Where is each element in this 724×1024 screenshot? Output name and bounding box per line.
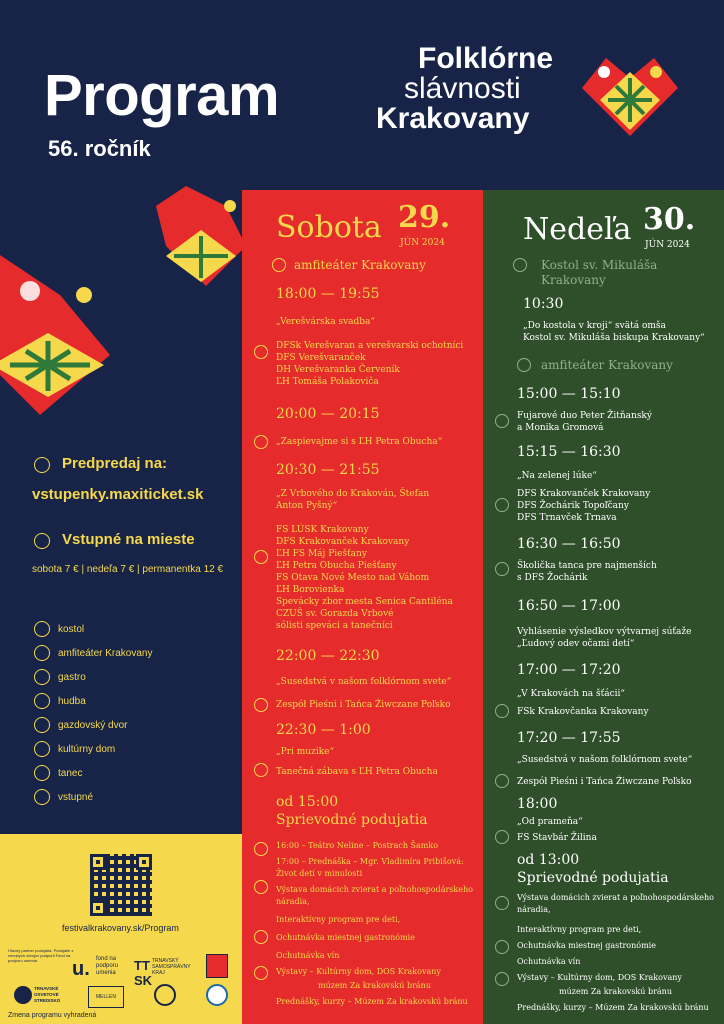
event-line: FS Otava Nové Mesto nad Váhom	[276, 573, 430, 583]
legend-item-label: vstupné	[58, 792, 94, 803]
event-time: 16:30 — 16:50	[517, 536, 621, 552]
dance-icon	[254, 345, 268, 359]
event-time: 20:00 — 20:15	[276, 406, 380, 422]
event-line: Fujarové duo Peter Žitňanský	[517, 411, 652, 421]
mass-time: 10:30	[523, 296, 564, 312]
event-title: „Na zelenej lúke“	[517, 471, 597, 481]
event-line: DFS Krakovanček Krakovany	[517, 489, 651, 499]
saturday-day-label: Sobota	[276, 210, 382, 245]
event-line: Spevácky zbor mesta Senica Cantiléna	[276, 597, 453, 607]
event-line: CZUŠ sv. Gorazda Vrbové	[276, 609, 394, 619]
event-line: DFS Žochárik Topoľčany	[517, 501, 629, 511]
culture-house-icon	[495, 972, 509, 986]
extra-line: Výstavy – Kultúrny dom, DOS Krakovany	[517, 973, 682, 982]
culture-house-icon	[254, 966, 268, 980]
sunday-venue-2: amfiteáter Krakovany	[541, 358, 673, 372]
legend-item-label: tanec	[58, 768, 83, 779]
event-line: DFSk Verešvaran a verešvarski ochotníci	[276, 341, 464, 351]
ticket-icon	[34, 533, 50, 549]
heart-ornament-left-icon	[0, 255, 110, 415]
event-time: 18:00	[517, 796, 558, 812]
music-icon	[495, 414, 509, 428]
extra-line: Výstavy – Kultúrny dom, DOS Krakovany	[276, 967, 441, 976]
saturday-venue: amfiteáter Krakovany	[294, 258, 426, 272]
sunday-day-label: Nedeľa	[523, 212, 632, 247]
presale-url-link[interactable]: vstupenky.maxiticket.sk	[32, 486, 204, 503]
event-line: „Ľudový odev očami detí“	[517, 639, 635, 649]
extra-title: Sprievodné podujatia	[517, 870, 669, 886]
legend-item-label: gastro	[58, 672, 86, 683]
farm-icon	[254, 880, 268, 894]
sunday-venue-1-name: Kostol sv. Mikuláša	[541, 258, 658, 272]
event-line: a Monika Gromová	[517, 423, 604, 433]
event-line: s DFS Žochárik	[517, 573, 588, 583]
event-title: „Pri muzike“	[276, 747, 335, 757]
extra-line: Ochutnávka miestnej gastronómie	[276, 933, 415, 942]
dance-icon	[254, 698, 268, 712]
music-icon	[34, 693, 50, 709]
logo-line-3: Krakovany	[376, 102, 530, 135]
amphitheater-icon	[34, 645, 50, 661]
farm-icon	[34, 717, 50, 733]
badge-logo-icon	[154, 984, 176, 1006]
event-line: ĽH Borovienka	[276, 585, 345, 595]
extra-line: 16:00 – Teátro Neline – Postrach Šamko	[276, 841, 439, 850]
sponsor-note: Hlavný partner podujatia. Podujatie z verejných zdrojov podporil Fond na podporu umenia.	[8, 948, 74, 963]
legend-item-label: amfiteáter Krakovany	[58, 648, 153, 659]
event-time: 22:00 — 22:30	[276, 648, 380, 664]
legend-item-label: gazdovský dvor	[58, 720, 128, 731]
ticket-icon	[34, 457, 50, 473]
footer-info-box	[0, 834, 242, 1024]
event-line: ĽH FS Máj Piešťany	[276, 549, 367, 559]
food-icon	[495, 940, 509, 954]
extra-line: 17:00 – Prednáška – Mgr. Vladimíra Pribišová: Život detí v minulosti	[276, 857, 464, 878]
amphitheater-icon	[517, 358, 531, 372]
dance-icon	[254, 550, 268, 564]
extra-line: Ochutnávka vín	[517, 957, 581, 966]
sunday-month: JÚN 2024	[645, 240, 690, 250]
extra-line: Výstava domácich zvierat a poľnohospodárskeho náradia,	[517, 893, 714, 914]
round-logo-icon	[206, 984, 228, 1006]
extra-line: múzem Za krakovskú bránu	[559, 987, 672, 996]
heart-ornament-top-icon	[156, 186, 246, 286]
extra-title: Sprievodné podujatia	[276, 812, 428, 828]
edition-label: 56. ročník	[48, 136, 151, 161]
sunday-column	[483, 190, 724, 1024]
logo-line-2: slávnosti	[404, 72, 521, 105]
church-icon	[513, 258, 527, 272]
event-line: sólisti speváci a tanečníci	[276, 621, 393, 631]
event-title: „Susedstvá v našom folklórnom svete“	[517, 755, 693, 765]
event-title: „Od prameňa“	[517, 817, 583, 827]
event-time: 17:20 — 17:55	[517, 730, 621, 746]
tos-logo-icon	[14, 986, 32, 1004]
church-icon	[34, 621, 50, 637]
event-line: FS Stavbár Žilina	[517, 833, 597, 843]
dance-icon	[495, 562, 509, 576]
sponsor-tos: TRNAVSKÉ OSVETOVÉ STREDISKO	[34, 986, 61, 1003]
extra-line: Ochutnávka miestnej gastronómie	[517, 941, 656, 950]
event-line: DFS Verešvaranček	[276, 353, 366, 363]
amphitheater-icon	[272, 258, 286, 272]
event-time: 16:50 — 17:00	[517, 598, 621, 614]
presale-label: Predpredaj na:	[62, 455, 168, 472]
mass-line: Kostol sv. Mikuláša biskupa Krakovany“	[523, 333, 705, 343]
legend-item-label: kostol	[58, 624, 85, 635]
saturday-month: JÚN 2024	[400, 238, 445, 248]
extra-time: od 13:00	[517, 852, 580, 868]
food-icon	[254, 930, 268, 944]
event-line: DFS Trnavček Trnava	[517, 513, 617, 523]
sponsor-ttsk: TRNAVSKÝ SAMOSPRÁVNY KRAJ	[152, 958, 191, 976]
extra-line: Interaktívny program pre deti,	[276, 915, 401, 924]
food-icon	[34, 669, 50, 685]
event-time: 22:30 — 1:00	[276, 722, 371, 738]
logo-line-1: Folklórne	[418, 42, 554, 75]
website-link[interactable]: festivalkrakovany.sk/Program	[62, 923, 179, 933]
event-line: ĽH Petra Obucha Piešťany	[276, 561, 397, 571]
dance-icon	[495, 774, 509, 788]
music-icon	[254, 435, 268, 449]
sunday-venue-1-town: Krakovany	[541, 273, 606, 287]
saturday-date: 29.	[398, 200, 451, 235]
event-time: 20:30 — 21:55	[276, 462, 380, 478]
event-time: 15:00 — 15:10	[517, 386, 621, 402]
extra-line: Prednášky, kurzy – Múzem Za krakovskú bránu	[517, 1003, 709, 1012]
sunday-venue-1	[541, 258, 657, 288]
event-line: Školička tanca pre najmenších	[517, 561, 657, 571]
ticket-icon	[34, 789, 50, 805]
event-line: Zespół Pieśni i Tańca Żiwczane Poľsko	[517, 777, 692, 787]
extra-time: od 15:00	[276, 794, 339, 810]
footer-note: Zmena programu vyhradená	[8, 1012, 97, 1019]
dance-icon	[495, 830, 509, 844]
extra-line: Výstava domácich zvierat a poľnohospodárskeho náradia,	[276, 885, 473, 906]
entry-label: Vstupné na mieste	[62, 531, 195, 548]
event-line: Tanečná zábava s ĽH Petra Obucha	[276, 767, 438, 777]
dance-icon	[254, 763, 268, 777]
event-line: DFS Krakovanček Krakovany	[276, 537, 410, 547]
entry-prices: sobota 7 € | nedeľa 7 € | permanentka 12 €	[32, 564, 224, 575]
event-title: „V Krakovách na šťácii“	[517, 689, 625, 699]
extra-line: Prednášky, kurzy – Múzem Za krakovskú bránu	[276, 997, 468, 1006]
sunday-date: 30.	[643, 202, 696, 237]
event-line: FS LÚSK Krakovany	[276, 525, 369, 535]
event-line: ĽH Tomáša Polakoviča	[276, 377, 379, 387]
event-time: 15:15 — 16:30	[517, 444, 621, 460]
event-time: 18:00 — 19:55	[276, 286, 380, 302]
page-title: Program	[44, 63, 280, 128]
farm-icon	[495, 896, 509, 910]
dance-icon	[254, 842, 268, 856]
saturday-column	[242, 190, 483, 1024]
event-title: „Verešvárska svadba“	[276, 317, 376, 327]
heart-ornament-icon	[578, 48, 682, 138]
sponsor-mellen: MELLEN	[88, 986, 124, 1008]
event-title: „Zaspievajme si s ĽH Petra Obucha“	[276, 437, 443, 447]
qr-code-icon[interactable]	[90, 854, 152, 916]
dance-icon	[495, 704, 509, 718]
dance-icon	[495, 498, 509, 512]
coat-of-arms-icon	[206, 954, 228, 978]
extra-line: Ochutnávka vín	[276, 951, 340, 960]
event-line: Vyhlásenie výsledkov výtvarnej súťaže	[517, 627, 692, 637]
legend-item-label: hudba	[58, 696, 86, 707]
mass-line: „Do kostola v kroji“ svätá omša	[523, 321, 666, 331]
legend-item-label: kultúrny dom	[58, 744, 116, 755]
culture-house-icon	[34, 741, 50, 757]
event-line: DH Verešvaranka Červeník	[276, 365, 400, 375]
sponsor-fpu: fond na podporu umenia	[96, 956, 119, 976]
event-title: „Susedstvá v našom folklórnom svete“	[276, 677, 452, 687]
ttsk-logo-icon: TT SK	[134, 958, 153, 988]
event-line: Zespół Pieśni i Tańca Żiwczane Poľsko	[276, 700, 451, 710]
event-title: „Z Vrbového do Krakován, Štefan Anton Pyšný“	[276, 489, 430, 511]
dance-icon	[34, 765, 50, 781]
extra-line: Interaktívny program pre deti,	[517, 925, 642, 934]
event-time: 17:00 — 17:20	[517, 662, 621, 678]
extra-line: múzem Za krakovskú bránu	[318, 981, 431, 990]
fpu-logo-icon: u.	[72, 958, 90, 980]
event-line: FSk Krakovčanka Krakovany	[517, 707, 649, 717]
